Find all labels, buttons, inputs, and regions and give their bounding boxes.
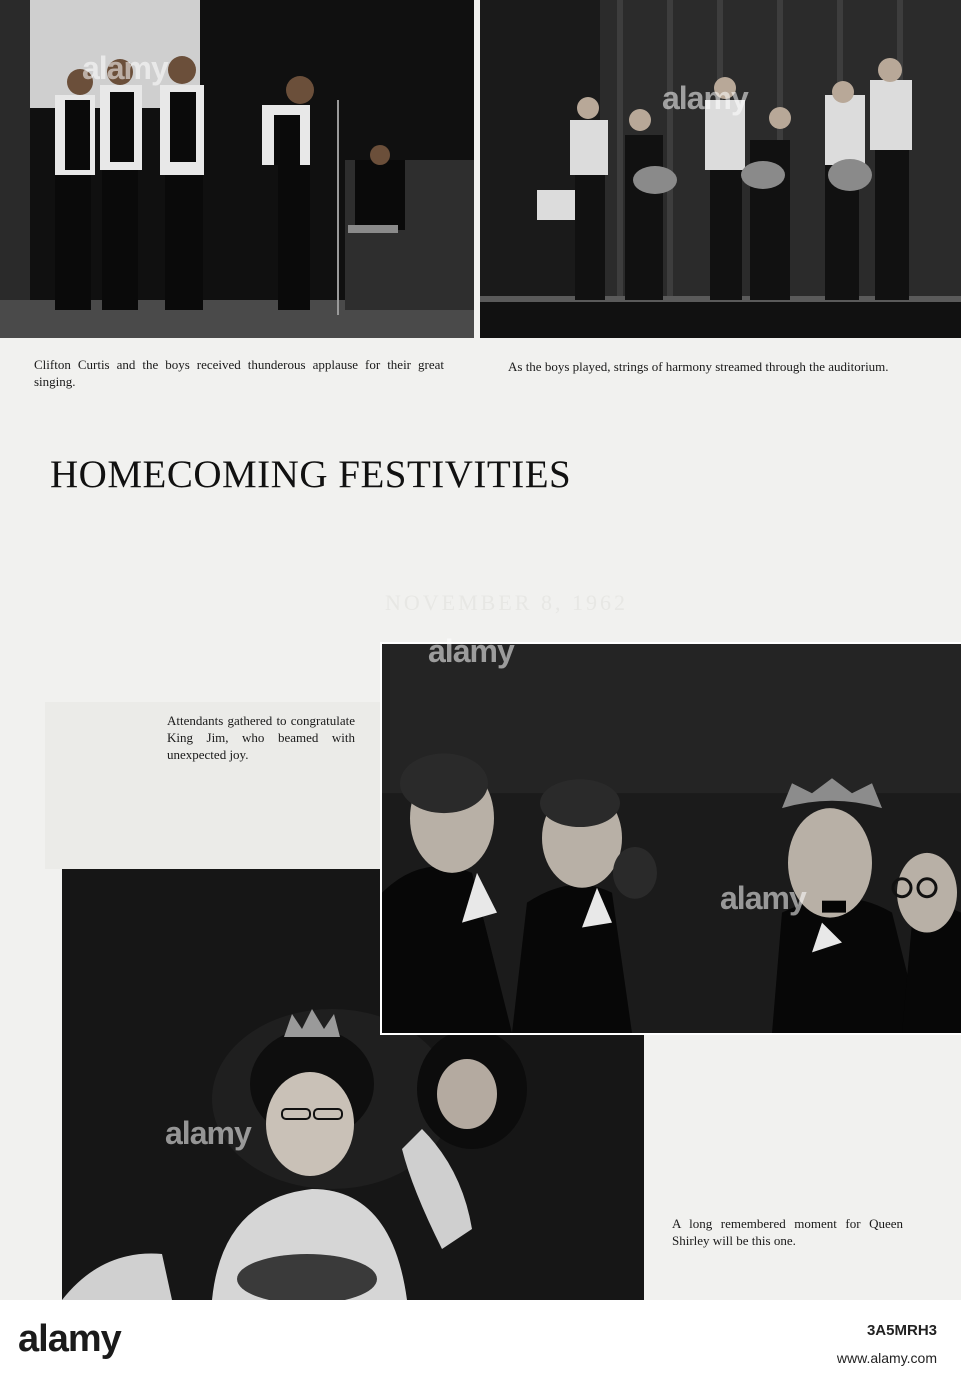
watermark-logo: alamy — [662, 80, 748, 116]
faint-background-text: NOVEMBER 8, 1962 — [385, 590, 628, 615]
singers-photo — [0, 0, 474, 338]
band-caption: As the boys played, strings of harmony streamed through the auditorium. — [508, 359, 889, 374]
queen-caption: A long remembered moment for Queen Shirley will be this one. — [672, 1216, 903, 1248]
singers-caption: Clifton Curtis and the boys received thunderous applause for their great singing. — [34, 357, 444, 389]
stock-footer — [0, 1300, 961, 1390]
page-heading: HOMECOMING FESTIVITIES — [50, 453, 572, 496]
band-photo — [480, 0, 961, 338]
king-caption: Attendants gathered to congratulate King Jim, who beamed with unexpected joy. — [167, 713, 355, 762]
image-id: 3A5MRH3 — [866, 1322, 937, 1339]
site-url: www.alamy.com — [836, 1350, 937, 1366]
watermark-logo: alamy — [82, 50, 168, 86]
alamy-logo: alamy — [18, 1318, 121, 1360]
watermark-logo: alamy — [428, 633, 514, 669]
king-photo — [380, 642, 961, 1035]
watermark-logo: alamy — [165, 1115, 251, 1151]
watermark-logo: alamy — [720, 880, 806, 916]
